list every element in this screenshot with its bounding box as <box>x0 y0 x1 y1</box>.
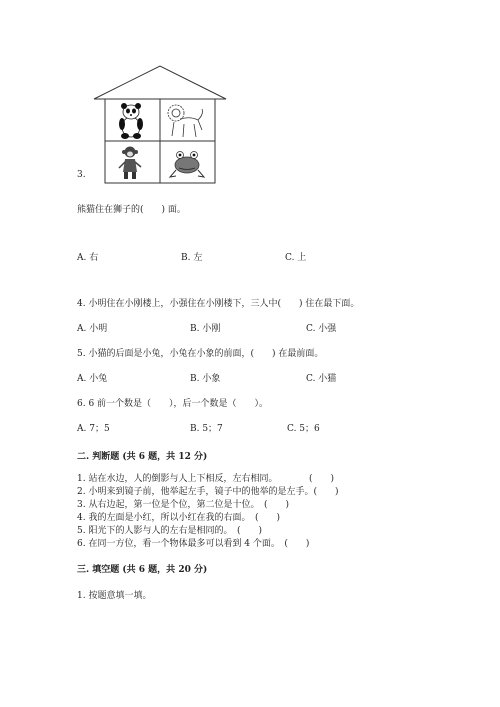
question-6-text: 6. 6 前一个数是（ ），后一个数是（ ）。 <box>77 399 269 409</box>
house-picture <box>90 64 230 188</box>
question-4-option-c: C. 小强 <box>306 324 337 334</box>
question-5-text: 5. 小猫的后面是小兔，小兔在小象的前面，( ) 在最前面。 <box>77 349 324 359</box>
question-4-text: 4. 小明住在小刚楼上，小强住在小刚楼下，三人中( ) 住在最下面。 <box>77 299 360 309</box>
monkey-icon <box>119 147 141 180</box>
house-roof <box>94 66 226 99</box>
question-5-option-c: C. 小猫 <box>306 374 337 384</box>
question-6-option-b: B. 5；7 <box>190 424 223 434</box>
panda-icon <box>119 103 143 139</box>
question-4-option-a: A. 小明 <box>77 324 108 334</box>
lion-icon <box>168 105 203 137</box>
question-4-option-b: B. 小刚 <box>190 324 221 334</box>
judgement-item-5: 5. 阳光下的人影与人的左右是相同的。 ( ) <box>77 526 262 536</box>
judgement-item-2: 2. 小明来到镜子前，他举起左手，镜子中的他举的是左手。( ) <box>77 487 339 497</box>
judgement-item-6: 6. 在同一方位，看一个物体最多可以看到 4 个面。 ( ) <box>77 539 310 549</box>
question-3-option-b: B. 左 <box>181 253 203 263</box>
judgement-item-4: 4. 我的左面是小红，所以小红在我的右面。 ( ) <box>77 513 280 523</box>
section-2-title: 二. 判断题 (共 6 题，共 12 分) <box>77 452 208 462</box>
question-3-option-a: A. 右 <box>77 253 99 263</box>
question-6-option-c: C. 5；6 <box>287 424 320 434</box>
question-6-option-a: A. 7；5 <box>77 424 110 434</box>
fill-in-item-1: 1. 按题意填一填。 <box>77 591 152 601</box>
judgement-item-3: 3. 从右边起，第一位是个位，第二位是十位。 ( ) <box>77 500 289 510</box>
judgement-item-1: 1. 站在水边，人的倒影与人上下相反，左右相同。 ( ) <box>77 474 334 484</box>
frog-icon <box>170 152 204 178</box>
question-number-3: 3. <box>77 170 86 180</box>
question-5-option-a: A. 小兔 <box>77 374 108 384</box>
section-3-title: 三. 填空题 (共 6 题，共 20 分) <box>77 565 208 575</box>
question-5-option-b: B. 小象 <box>190 374 221 384</box>
question-3-text: 熊猫住在狮子的( ) 面。 <box>77 205 186 215</box>
question-3-option-c: C. 上 <box>285 253 307 263</box>
